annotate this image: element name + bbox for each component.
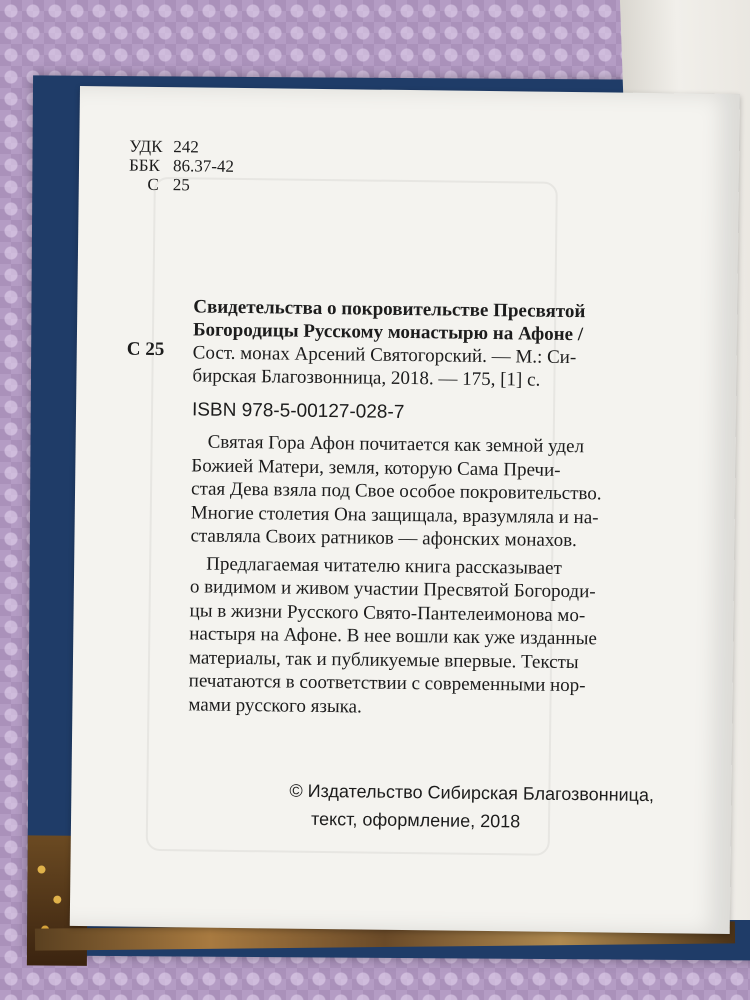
annotation-line: Предлагаемая читателю книга рассказывает (206, 553, 562, 579)
annotation-line: настыря на Афоне. В нее вошли как уже изданные (189, 623, 597, 650)
classification-codes (129, 137, 235, 195)
author-mark-label: С (147, 174, 159, 194)
udc-label: УДК (129, 136, 163, 157)
udc-row (129, 137, 234, 157)
bbk-value: 86.37-42 (172, 156, 235, 176)
author-mark-value: 25 (172, 175, 190, 195)
isbn: ISBN 978-5-00127-028-7 (191, 399, 405, 423)
annotation (188, 430, 621, 721)
bibliographic-entry (192, 295, 608, 392)
annotation-line: цы в жизни Русского Свято-Пантелеимонова мо- (189, 599, 586, 626)
annotation-line: Святая Гора Афон почитается как земной удел (207, 431, 585, 458)
copyright-line: текст, оформление, 2018 (310, 808, 521, 832)
copyright-line: © Издательство Сибирская Благозвонница, (289, 780, 655, 806)
bbk-row (129, 156, 234, 176)
annotation-line: стая Дева взяла под Свое особое покровительство. (190, 478, 602, 505)
entry-responsibility-line: бирская Благозвонница, 2018. — 175, [1] с. (192, 365, 541, 391)
catalog-code: С 25 (126, 338, 165, 361)
annotation-line: печатаются в соответствии с современными нор- (188, 670, 586, 697)
entry-responsibility-line: Сост. монах Арсений Святогорский. — М.: Си- (192, 342, 577, 369)
entry-title-line: Свидетельства о покровительстве Пресвятой (193, 296, 586, 323)
entry-title-line: Богородицы Русскому монастырю на Афоне / (192, 319, 584, 346)
annotation-line: о видимом и живом участии Пресвятой Богороди- (189, 576, 596, 603)
bbk-label: ББК (128, 155, 161, 175)
annotation-line: ставляла Своих ратников — афонских монахов. (190, 525, 577, 552)
annotation-line: материалы, так и публикуемые впервые. Тексты (188, 646, 579, 673)
author-mark-row (129, 175, 234, 195)
annotation-paragraph (190, 430, 621, 553)
copyright-notice (289, 777, 654, 837)
annotation-paragraph (188, 552, 620, 722)
annotation-line: Многие столетия Она защищала, вразумляла и на- (190, 501, 599, 528)
udc-value: 242 (173, 137, 199, 157)
annotation-line: Божией Матери, земля, которую Сама Пречи- (191, 454, 561, 481)
annotation-line: мами русского языка. (188, 693, 362, 717)
book-page (70, 86, 740, 934)
